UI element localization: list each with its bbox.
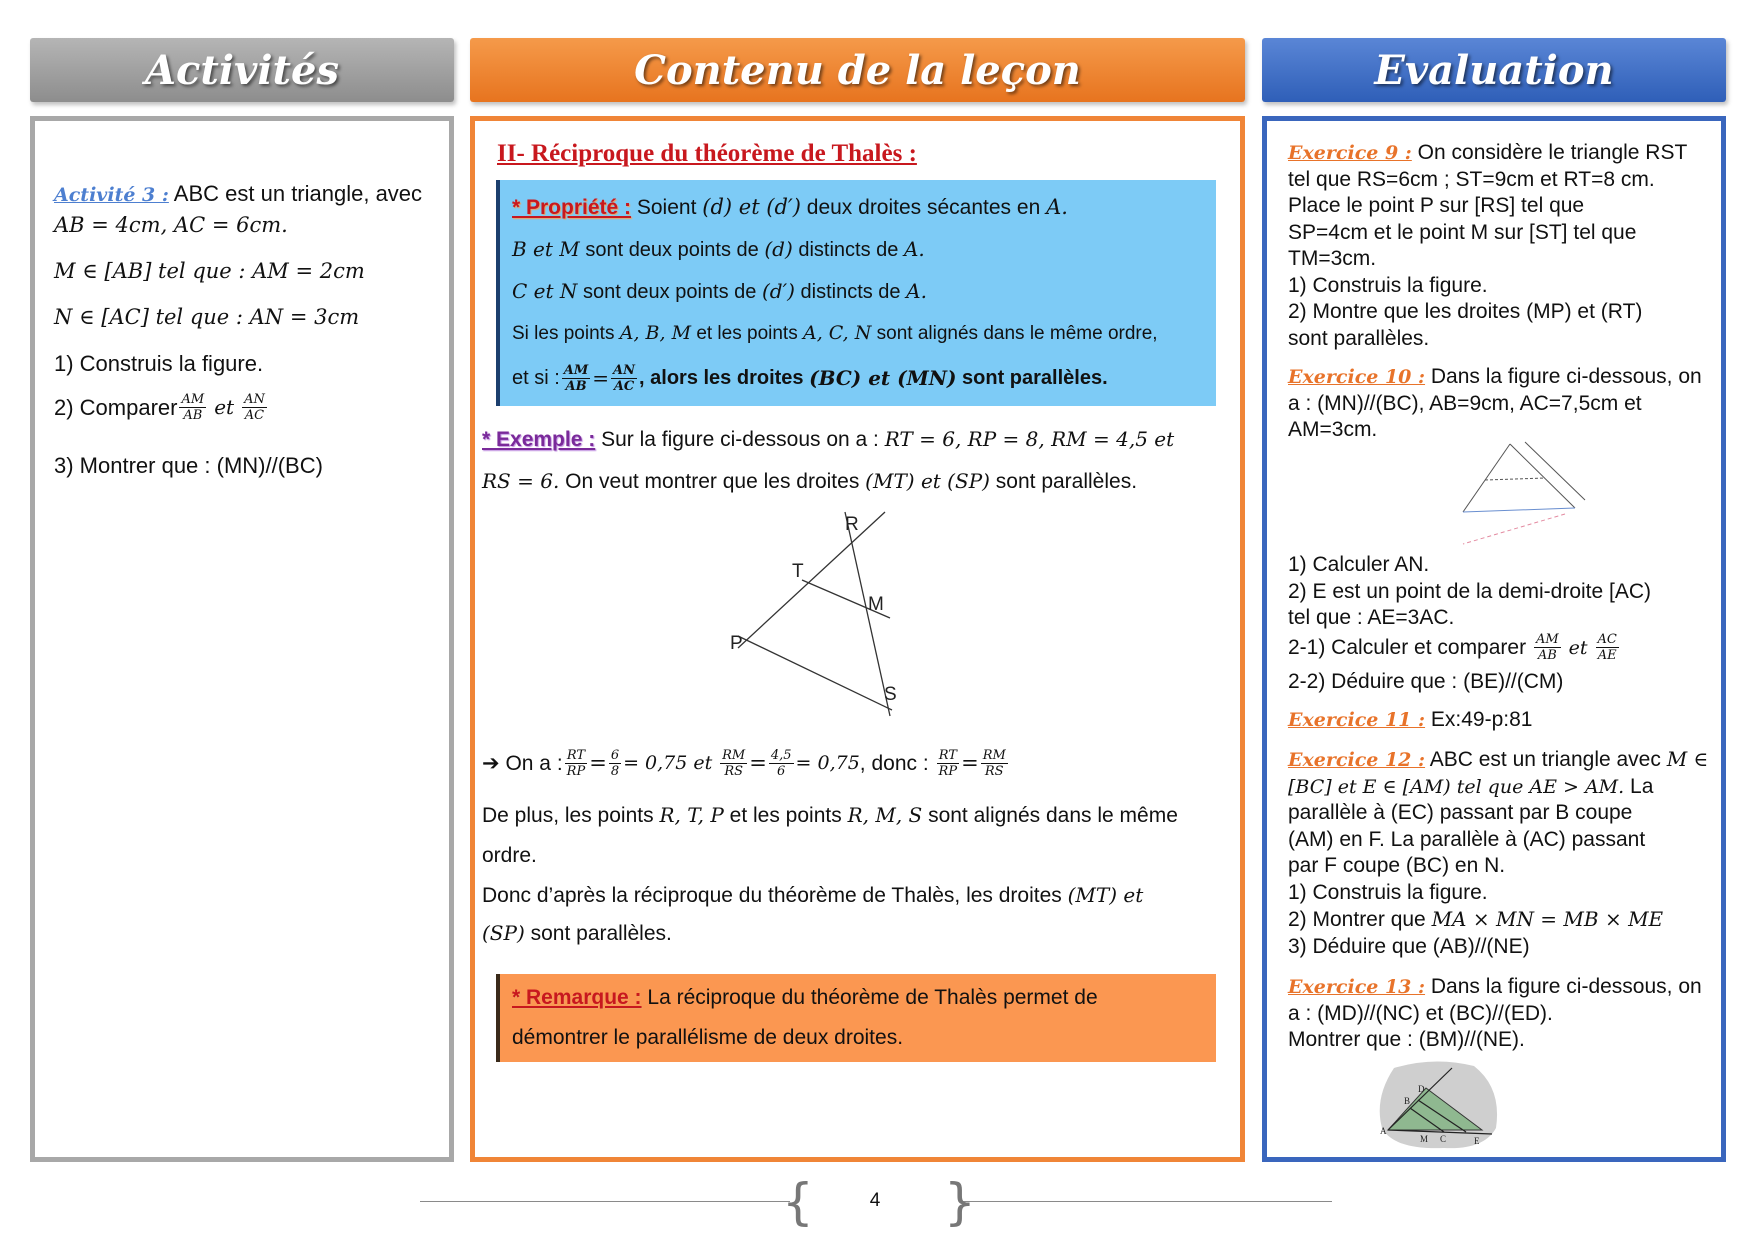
donc-line: Donc d’après la réciproque du théorème de Thalès, les droites (MT) et [482,883,1144,907]
line-rp [738,512,885,648]
activite-givens: AB = 4cm, AC = 6cm. [54,213,288,237]
activite-m-point: M ∈ [AB] tel que : AM = 2cm [54,259,365,283]
page-number: 4 [869,1190,881,1211]
header-contenu: Contenu de la leçon [470,38,1245,102]
remarque-box: * Remarque : La réciproque du théorème de Thalès permet de démontrer le parallélisme de deux droites. [496,974,1216,1062]
label-r: R [845,514,859,535]
activite-n-point: N ∈ [AC] tel que : AN = 3cm [54,305,360,329]
activite-q2: 2) Comparer $\frac{AM}{AB}$ et $\frac{AN}{AC}$ [54,392,265,423]
deplus-line: De plus, les points R, T, P et les points R, M, S sont alignés dans le même [482,803,1178,827]
exercice-10-q22: 2-2) Déduire que : (BE)//(CM) [1288,670,1564,693]
exercice-12: Exercice 12 : ABC est un triangle avec M ∈ [BC] et E ∈ [AM) tel que AE > AM. La parallèle à (EC) passant par B coupe (AM) en F. La parallèle à (AC) passant par F coupe (BC) en N. 1) Construis la figure. 2) Montrer que MA × MN = MB × ME 3) Déduire que (AB)//(NE) [1288,747,1709,958]
propriete-label: * Propriété : [512,196,632,219]
footer-brace-left: { [782,1173,814,1231]
exercice-9-label: Exercice 9 : [1288,142,1412,164]
exemple-line2: RS = 6. On veut montrer que les droites (MT) et (SP) sont parallèles. [482,469,1138,493]
footer-rule-right [962,1201,1332,1202]
ordre-line: ordre. [482,844,537,867]
donc-line-2: (SP) sont parallèles. [482,921,672,945]
exercice-11-label: Exercice 11 : [1288,709,1426,731]
fig13-label-c: C [1440,1134,1447,1144]
fig13-label-d: D [1418,1084,1425,1094]
exercice-10: Exercice 10 : Dans la figure ci-dessous, on a : (MN)//(BC), AB=9cm, AC=7,5cm et AM=3cm. [1288,365,1702,441]
fraction: $\frac{AM}{AB}$ [181,392,205,423]
header-activites: Activités [30,38,454,102]
fig10-line [1463,444,1510,512]
label-t: T [792,561,804,582]
calc-line: ➔ On a : $\frac{RT}{RP}$ = $\frac{6}{8}$ = 0,75 et $\frac{RM}{RS}$ = $\frac{4,5}{6}$ = 0,75 , donc : $\frac{RT}{RP}$ = $\frac{RM}{RS}$ [482,748,1006,779]
exercice-10-figure [1455,440,1595,550]
footer-brace-right: } [944,1173,976,1231]
label-s: S [884,684,897,705]
fig10-line [1525,442,1585,500]
thales-figure [720,508,910,728]
fig13-label-e: E [1474,1136,1480,1146]
fig10-line [1485,478,1545,480]
lesson-title: II- Réciproque du théorème de Thalès : [497,140,917,167]
activite-intro: Activité 3 : ABC est un triangle, avec [54,181,423,206]
exemple-line1: * Exemple : Sur la figure ci-dessous on a : RT = 6, RP = 8, RM = 4,5 et [482,427,1175,451]
fig13-label-a: A [1380,1126,1387,1136]
fig10-line [1510,444,1575,508]
exercice-13-figure [1374,1058,1504,1152]
label-m: M [868,594,884,615]
fig10-line [1463,508,1575,512]
fig13-label-m: M [1420,1134,1429,1144]
exercice-10-label: Exercice 10 : [1288,366,1426,388]
activite-q1: 1) Construis la figure. [54,351,264,376]
activite-label: Activité 3 : [54,184,169,206]
exercice-9: Exercice 9 : On considère le triangle RST tel que RS=6cm ; ST=9cm et RT=8 cm. Place le point P sur [RS] tel que SP=4cm et le point M sur [ST] tel que TM=3cm. 1) Construis la figure. 2) Montre que les droites (MP) et (RT) sont parallèles. [1288,141,1688,350]
exercice-11: Exercice 11 : Ex:49-p:81 [1288,708,1533,731]
exemple-label: * Exemple : [482,428,596,451]
label-p: P [730,633,743,654]
footer-rule-left [420,1201,790,1202]
header-evaluation: Evaluation [1262,38,1726,102]
exercice-10-questions: 1) Calculer AN. 2) E est un point de la demi-droite [AC) tel que : AE=3AC. [1288,553,1652,629]
exercice-10-q21: 2-1) Calculer et comparer $\frac{AM}{AB}$ et $\frac{AC}{AE}$ [1288,632,1617,663]
fig13-label-b: B [1404,1096,1411,1106]
fraction: $\frac{AN}{AC}$ [244,392,265,423]
remarque-label: * Remarque : [512,986,642,1009]
line-ps [738,636,892,710]
propriete-box: * Propriété : Soient (d) et (d′) deux droites sécantes en A. B et M sont deux points de (d) distincts de A. C et N sont deux points de (d′) distincts de A. Si les points A, B, M et les points A, C, N sont alignés dans le même ordre, et si : $\frac{AM}{AB}$ = $\frac{AN}{AC}$ , alors les droites (BC) et (MN) sont parallèles. [496,180,1216,406]
activite-q3: 3) Montrer que : (MN)//(BC) [54,453,323,478]
exercice-12-label: Exercice 12 : [1288,749,1426,771]
fig10-line [1463,514,1565,544]
exercice-13: Exercice 13 : Dans la figure ci-dessous, on a : (MD)//(NC) et (BC)//(ED). Montrer que : (BM)//(NE). [1288,975,1702,1051]
exercice-13-label: Exercice 13 : [1288,976,1426,998]
